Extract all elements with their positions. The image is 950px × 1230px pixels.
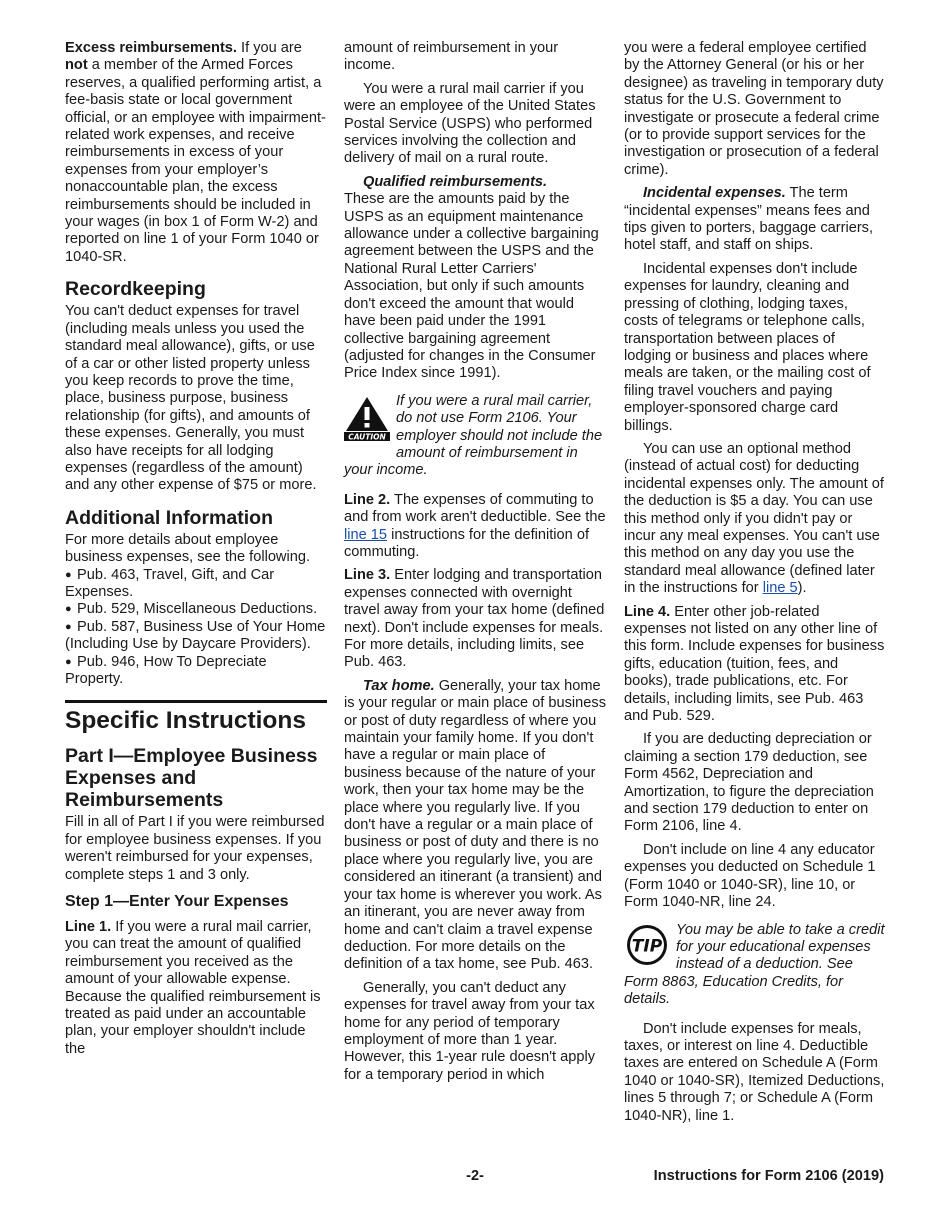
line1-label: Line 1. (65, 919, 112, 936)
part1-heading: Part I—Employee Business Expenses and Reimbursements (65, 745, 318, 812)
text-run: The term “incidental expenses” means fees and tips given to porters, baggage carriers, hotel staff, and staff on ships. (624, 185, 874, 254)
qualified-reimbursements-heading (344, 174, 606, 191)
section-divider (65, 700, 327, 703)
rural-carrier-paragraph: You were a rural mail carrier if you were an employee of the United States Postal Service (USPS) who performed services involving the collection and delivery of mail on a rural route. (344, 80, 596, 167)
caution-label: CAUTION (348, 432, 386, 441)
continued-paragraph: you were a federal employee certified by the Attorney General (or his or her designee) as traveling in temporary duty status for the U.S. Government to investigate or prosecute a federal crime (or to provide support services for the investigation or prosecution of a federal crime). (624, 40, 884, 178)
column-2 (344, 40, 606, 1090)
line3-paragraph (344, 567, 606, 671)
line2-paragraph (344, 492, 606, 562)
line15-link[interactable]: line 15 (344, 526, 388, 543)
recordkeeping-heading: Recordkeeping (65, 278, 206, 301)
list-item-text: Pub. 587, Business Use of Your Home (Including Use by Daycare Providers). (65, 618, 326, 653)
excess-reimbursements-paragraph (65, 40, 327, 266)
bullet-icon: ● (65, 568, 72, 581)
part1-paragraph: Fill in all of Part I if you were reimbursed for employee business expenses. If you weren't reimbursed for your expenses, complete steps 1 and 3 only. (65, 814, 325, 883)
text-run: If you were a rural mail carrier, you can treat the amount of qualified reimbursement you received as the amount of your allowable expense. Because the qualified reimbursement is treated as paid under an accountable plan, your employer shouldn't include the (65, 919, 321, 1057)
continued-paragraph: amount of reimbursement in your income. (344, 40, 559, 74)
line2-label: Line 2. (344, 491, 391, 508)
tip-icon (624, 924, 670, 971)
publication-list (65, 567, 327, 689)
optional-method-paragraph (624, 441, 886, 598)
emphasis-not: not (65, 57, 88, 74)
text-run: If you are (236, 40, 302, 56)
column-3 (624, 40, 886, 1131)
tax-home-label: Tax home. (363, 677, 435, 694)
additional-information-heading: Additional Information (65, 506, 273, 529)
tip-note (624, 922, 886, 1009)
tax-home-paragraph (344, 678, 606, 974)
tip-label: TIP (631, 936, 663, 956)
line1-paragraph (65, 919, 327, 1058)
incidental-expenses-label: Incidental expenses. (643, 185, 786, 202)
list-item-text: Pub. 946, How To Depreciate Property. (65, 653, 267, 687)
line4-label: Line 4. (624, 603, 671, 620)
list-item-text: Pub. 463, Travel, Gift, and Car Expenses. (65, 566, 275, 600)
text-run: instructions for the definition of commuting. (344, 526, 590, 560)
text-run: The expenses of commuting to and from work aren't deductible. See the (344, 491, 606, 526)
text-run: You can use an optional method (instead of actual cost) for deducting incidental expenses only. The amount of the deduction is $5 a day. You can use this method only if you didn't pay or incur any meal expenses. You can't use this method on any day you use the standard meal allowance (defined later in the instructions for (624, 440, 884, 597)
caution-icon (344, 395, 390, 446)
list-item (65, 601, 327, 618)
bullet-icon: ● (65, 620, 72, 633)
additional-information-intro: For more details about employee business expenses, see the following. (65, 531, 311, 566)
qualified-reimbursements-paragraph: These are the amounts paid by the USPS as an equipment maintenance allowance under a collective bargaining agreement between the USPS and the National Rural Letter Carriers' Association, but only if such amounts don't exceed the amount that would have been paid under the 1991 collective bargaining agreement (adjusted for changes in the Consumer Price Index since 1991). (344, 191, 599, 382)
step1-heading: Step 1—Enter Your Expenses (65, 893, 289, 911)
text-run: Enter lodging and transportation expenses connected with overnight travel away from your tax home (defined next). Don't include expenses for meals. For more details, including limits, see Pub. 463. (344, 567, 605, 671)
text-run: Generally, your tax home is your regular or main place of business or post of duty regardless of where you maintain your family home. If you don't have a regular or main place of business because of the nature of your work, then your tax home may be the place where you regularly live. If you don't have a regular or a main place of business or post of duty and there is no place where you regularly live, you are considered an itinerant (a transient) and your tax home is wherever you work. As an itinerant, you are never away from home and can't claim a travel expense deduction. For more details on the definition of a tax home, see Pub. 463. (344, 677, 607, 973)
meals-taxes-paragraph: Don't include expenses for meals, taxes, or interest on line 4. Deductible taxes are entered on Schedule A (Form 1040 or 1040-SR), Itemized Deductions, lines 5 through 7; or Schedule A (Form 1040-NR), line 1. (624, 1020, 885, 1124)
line4-paragraph (624, 604, 886, 726)
list-item (65, 654, 327, 689)
page-number: -2- (466, 1168, 484, 1184)
caution-text: If you were a rural mail carrier, do not use Form 2106. Your employer should not include the amount of reimbursement in your income. (344, 392, 603, 479)
list-item (65, 567, 327, 602)
list-item-text: Pub. 529, Miscellaneous Deductions. (77, 601, 318, 618)
incidental-exclusions-paragraph: Incidental expenses don't include expenses for laundry, cleaning and pressing of clothing, lodging taxes, costs of telegrams or telephone calls, transportation between places of lodging or business and places where meals are taken, or the mailing cost of filing travel vouchers and paying employer-sponsored charge card billings. (624, 260, 871, 434)
footer-title: Instructions for Form 2106 (2019) (653, 1168, 884, 1184)
recordkeeping-paragraph: You can't deduct expenses for travel (including meals unless you used the standard meal allowance), gifts, or use of a car or other listed property unless you keep records to prove the time, place, business purpose, business relationship (for gifts), and amounts of these expenses. Generally, you must also have receipts for all lodging expenses (regardless of the amount) and any other expense of $75 or more. (65, 303, 317, 494)
text-run: Enter other job-related expenses not listed on any other line of this form. Include expenses for business gifts, education (tuition, fees, and books), trade publications, etc. For details, including limits, see Pub. 463 and Pub. 529. (624, 603, 885, 725)
text-run: ). (797, 580, 807, 597)
line3-label: Line 3. (344, 567, 391, 584)
column-1 (65, 40, 327, 1064)
qualified-reimbursements-label: Qualified reimbursements. (363, 173, 548, 190)
temporary-employment-paragraph: Generally, you can't deduct any expenses for travel away from your tax home for any period of temporary employment of more than 1 year. However, this 1-year rule doesn't apply for a temporary period in which (344, 979, 596, 1083)
educator-expenses-paragraph: Don't include on line 4 any educator expenses you deducted on Schedule 1 (Form 1040 or 1040-SR), line 10, or Form 1040-NR, line 24. (624, 841, 876, 911)
bullet-icon: ● (65, 655, 72, 668)
line5-link[interactable]: line 5 (762, 580, 798, 597)
incidental-expenses-paragraph (624, 185, 886, 255)
specific-instructions-heading: Specific Instructions (65, 707, 306, 735)
text-run: a member of the Armed Forces reserves, a qualified performing artist, a fee-basis state or local government official, or an employee with impairment-related work expenses, and receive reimbursements in excess of your expenses from your employer’s nonaccountable plan, the excess reimbursements should be included in your wages (in box 1 of Form W-2) and reported on line 1 of your Form 1040 or 1040-SR. (65, 57, 326, 265)
depreciation-paragraph: If you are deducting depreciation or claiming a section 179 deduction, see Form 4562, Depreciation and Amortization, to figure the depreciation and section 179 deduction to enter on Form 2106, line 4. (624, 731, 874, 835)
bullet-icon: ● (65, 603, 72, 616)
caution-note (344, 393, 606, 480)
list-item (65, 619, 327, 654)
excess-reimbursements-heading: Excess reimbursements. (65, 40, 237, 56)
tip-text: You may be able to take a credit for your educational expenses instead of a deduction. See Form 8863, Education Credits, for details. (624, 921, 885, 1008)
